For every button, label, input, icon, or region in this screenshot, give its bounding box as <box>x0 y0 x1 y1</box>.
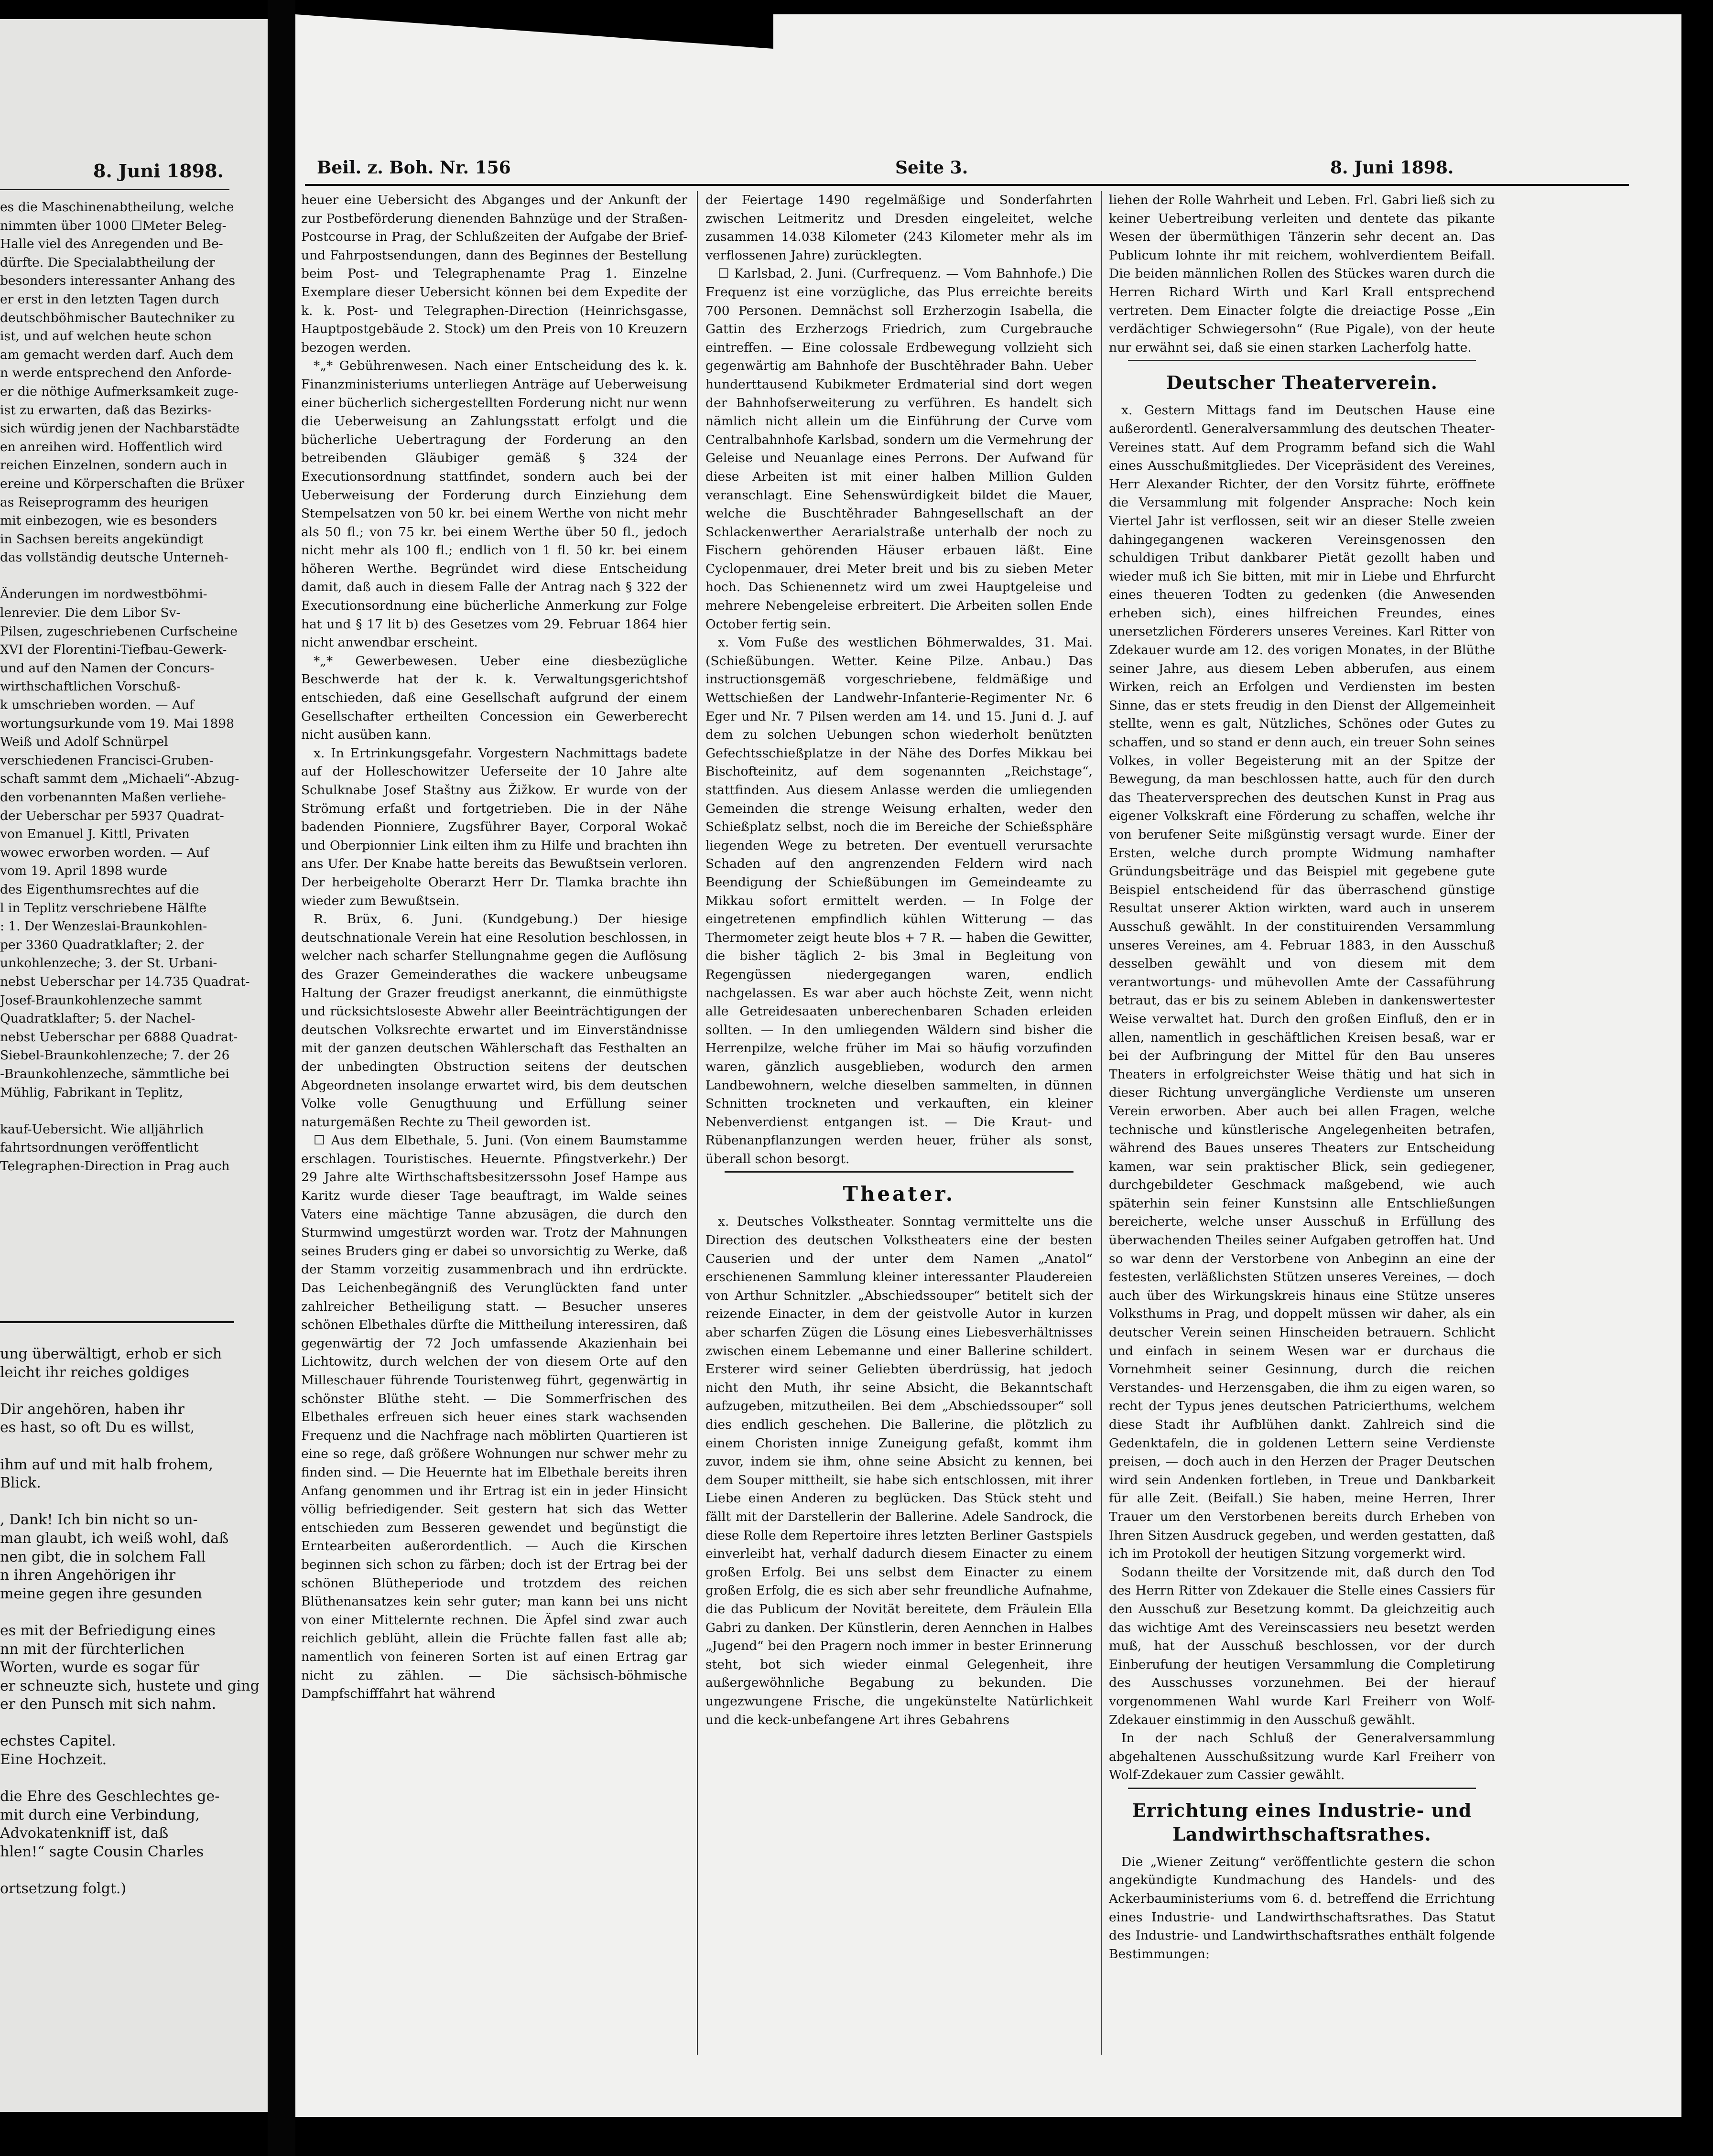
left-page-line: meine gegen ihre gesunden <box>0 1585 203 1602</box>
left-page-line: ortsetzung folgt.) <box>0 1880 127 1897</box>
left-page-line: unkohlenzeche; 3. der St. Urbani- <box>0 956 217 971</box>
industrierath-section-rule <box>1128 1788 1476 1789</box>
article-boehmerwald: x. Vom Fuße des westlichen Böhmerwaldes, 31. Mai. (Schießübungen. Wetter. Keine Pilze. Anbau.) Das instructionsgemäß vorgeschriebene, feldmäßige und Wettschießen der Landwehr-Infanterie-Regimenter Nr. 6 Eger und Nr. 7 Pilsen werden am 14. und 15. Juni d. J. auf dem zu solchen Uebungen schon wiederholt benützten Gefechtsschießplatze in der Nähe des Dorfes Mikkau bei Bischofteinitz, auf dem sogenannten „Reichstage“, stattfinden. Aus diesem Anlasse werden die umliegenden Gemeinden die strenge Weisung erhalten, weder den Schießplatz selbst, noch die im Bereiche der Schießsphäre liegenden Wege zu betreten. Der eventuell verursachte Schaden auf den angrenzenden Feldern wird nach Beendigung der Schießübungen im Gemeindeamte zu Mikkau sofort ermittelt werden. — In Folge der eingetretenen empfindlich kühlen Witterung — das Thermometer zeigt heute blos + 7 R. — haben die Gewitter, die bisher täglich 2- bis 3mal in Begleitung von Regengüssen niedergegangen waren, endlich nachgelassen. Es war aber auch höchste Zeit, wenn nicht alle Getreidesaaten unberechenbaren Schaden erleiden sollten. — In den umliegenden Wäldern sind bisher die Herrenpilze, welche früher im Mai so häufig vorzufinden waren, gänzlich ausgeblieben, wodurch den armen Landbewohnern, welche dieselben sammelten, in dünnen Schnitten trockneten und verkauften, ein kleiner Nebenverdienst entgangen ist. — Die Kraut- und Rübenanpflanzungen werden heuer, früher als sonst, überall schon besorgt. <box>705 635 1093 1166</box>
column-divider-1 <box>697 191 698 2055</box>
left-page-line: besonders interessanter Anhang des <box>0 273 236 289</box>
article-theaterverein-wahl: Sodann theilte der Vorsitzende mit, daß durch den Tod des Herrn Ritter von Zdekauer die Stelle eines Cassiers für den Ausschuß zur Besetzung kommt. Da gleichzeitig auch das wichtige Amt des Vereinscassiers neu besetzt werden muß, hat der Ausschuß beschlossen, vor der durch Einberufung der heutigen Versammlung die Completirung des Ausschusses vorzunehmen. Bei der hierauf vorgenommenen Wahl wurde Karl Freiherr von Wolf-Zdekauer einstimmig in den Ausschuß gewählt. <box>1109 1564 1495 1727</box>
left-page-line: echstes Capitel. <box>0 1733 116 1750</box>
left-page-line: wowec erworben worden. — Auf <box>0 845 209 860</box>
article-post-uebersicht: heuer eine Uebersicht des Abganges und der Ankunft der zur Postbeförderung dienenden Bahnzüge und der Straßen-Postcourse in Prag, der Schlußzeiten der Aufgabe der Brief- und Fahrpostsendungen, dann des Beginnes der Bestellung beim Post- und Telegraphenamte Prag 1. Einzelne Exemplare dieser Uebersicht können bei dem Expedite der k. k. Post- und Telegraphen-Direction (Heinrichsgasse, Hauptpostgebäude 2. Stock) um den Preis von 10 Kreuzern bezogen werden. <box>301 193 687 355</box>
left-page-line: vom 19. April 1898 wurde <box>0 863 168 879</box>
left-page-line: Worten, wurde es sogar für <box>0 1659 200 1676</box>
left-page-line: Pilsen, zugeschriebenen Curfscheine <box>0 624 238 639</box>
left-page-line: kauf-Uebersicht. Wie alljährlich <box>0 1121 204 1137</box>
left-page-line: Änderungen im nordwestböhmi- <box>0 587 207 602</box>
left-page-line: ihm auf und mit halb frohem, <box>0 1456 213 1473</box>
left-page-line: fahrtsordnungen veröffentlicht <box>0 1140 199 1155</box>
header-date: 8. Juni 1898. <box>1330 158 1454 178</box>
article-gewerbewesen: *„* Gewerbewesen. Ueber eine diesbezügliche Beschwerde hat der k. k. Verwaltungsgerichtshof entschieden, daß eine Gesellschaft aufgrund der einem Gesellschafter ertheilten Concession ein Gewerberecht nicht ausüben kann. <box>301 653 687 743</box>
left-header-rule <box>0 189 229 190</box>
left-page-line: n ihren Angehörigen ihr <box>0 1567 176 1584</box>
left-page-line: nebst Ueberschar per 14.735 Quadrat- <box>0 974 250 989</box>
left-page-line: l in Teplitz verschriebene Hälfte <box>0 900 207 916</box>
theaterverein-section-rule <box>1128 360 1476 361</box>
left-page-line: Quadratklafter; 5. der Nachel- <box>0 1011 195 1026</box>
left-page-line <box>0 1603 260 1622</box>
header-page-number: Seite 3. <box>895 158 968 178</box>
left-page-line: wortungsurkunde vom 19. Mai 1898 <box>0 716 234 731</box>
theater-section-rule <box>725 1171 1073 1173</box>
left-page-line <box>0 1437 260 1456</box>
left-column-text-bottom <box>0 1345 260 1898</box>
left-page-line: das vollständig deutsche Unterneh- <box>0 550 228 565</box>
article-karlsbad: ☐ Karlsbad, 2. Juni. (Curfrequenz. — Vom Bahnhofe.) Die Frequenz ist eine vorzügliche, das Plus erreichte bereits 700 Personen. Demnächst soll Erzherzogin Isabella, die Gattin des Erzherzogs Friedrich, zum Curgebrauche eintreffen. — Eine colossale Erdbewegung vollzieht sich gegenwärtig am Bahnhofe der Buschtěhrader Bahn. Ueber hunderttausend Kubikmeter Erdmaterial sind dort wegen der Bahnhofserweiterung zu verführen. Es handelt sich nämlich nicht allein um die Einführung der Curve vom Centralbahnhofe Karlsbad, sondern um die Vermehrung der Geleise und Neuanlage eines Perrons. Der Aufwand für diese Arbeiten ist mit einer halben Million Gulden veranschlagt. Eine Sehenswürdigkeit bildet die Mauer, welche die Buschtěhrader Bahngesellschaft an der Schlackenwerther Aerarialstraße unterhalb der noch zu Fischern gehörenden Häuser erbauen läßt. Eine Cyclopenmauer, drei Meter breit und bis zu sieben Meter hoch. Das Schienennetz wird um zwei Hauptgeleise und mehrere Nebengeleise erbreitert. Die Arbeiten sollen Ende October fertig sein. <box>705 266 1093 632</box>
left-page-line: Mühlig, Fabrikant in Teplitz, <box>0 1085 183 1100</box>
left-page-line <box>0 1493 260 1511</box>
left-page-line: k umschrieben worden. — Auf <box>0 698 194 713</box>
left-page-line: er erst in den letzten Tagen durch <box>0 291 219 307</box>
left-page-line: XVI der Florentini-Tiefbau-Gewerk- <box>0 642 227 658</box>
article-gebuehrenwesen: *„* Gebührenwesen. Nach einer Entscheidung des k. k. Finanzministeriums unterliegen Anträge auf Ueberweisung einer bücherlich sichergestellten Forderung nicht nur wenn die Ueberweisung an Zahlungsstatt erfolgt und die bücherliche Uebertragung der Forderung an den betreibenden Gläubiger gemäß § 324 der Executionsordnung stattfindet, sondern auch bei der Ueberweisung der Forderung durch Einziehung dem Stempelsatzen von 50 kr. bei einem Werthe von nicht mehr als 50 fl.; von 75 kr. bei einem Werthe über 50 fl., jedoch nicht mehr als 100 fl.; endlich von 1 fl. 50 kr. bei einem höheren Werthe. Begründet wird diese Entscheidung damit, daß auch in diesem Falle der Antrag nach § 322 der Executionsordnung eine bücherliche Anmerkung zur Folge hat und § 17 lit b) des Gesetzes vom 29. Februar 1864 hier nicht anwendbar erscheint. <box>301 358 687 650</box>
left-page <box>0 19 268 2112</box>
article-theaterverein: x. Gestern Mittags fand im Deutschen Hause eine außerordentl. Generalversammlung des deutschen Theater-Vereines statt. Auf dem Programm befand sich die Wahl eines Ausschußmitgliedes. Der Vicepräsident des Vereines, Herr Alexander Richter, der den Vorsitz führte, eröffnete die Versammlung mit folgender Ansprache: Noch kein Viertel Jahr ist verflossen, seit wir an dieser Stelle zweien dahingegangenen wackeren Vereinsgenossen den schuldigen Tribut dankbarer Pietät gezollt haben und wieder muß ich Sie bitten, mit mir in Liebe und Ehrfurcht eines theueren Todten zu gedenken (die Anwesenden erheben sich), eines hilfreichen Freundes, eines unersetzlichen Förderers unseres Vereines. Karl Ritter von Zdekauer wurde am 12. des vorigen Monates, in der Blüthe seiner Jahre, aus diesem Leben abberufen, aus einem Wirken, reich an Erfolgen und Verdiensten im besten Sinne, das er stets freudig in den Dienst der Allgemeinheit stellte, wenn es galt, Nützliches, Schönes oder Gutes zu schaffen, und so stand er denn auch, ein treuer Sohn seines Volkes, in voller Begeisterung mit an der Spitze der Bewegung, da man beschlossen hatte, auch für den durch das Theaterversprechen des deutschen Kunst in Prag aus eigener Volkskraft eine Förderung zu schaffen, welche ihr von berufener Seite mißgünstig versagt wurde. Einer der Ersten, welche durch prompte Widmung namhafter Gründungsbeiträge und das Beispiel mit gegebene gute Beispiel entscheidend für das überraschend günstige Resultat unserer Aktion wirkten, ward auch in unserem Ausschuß gewählt. In der constituirenden Versammlung unseres Vereines, am 4. Februar 1883, in den Ausschuß desselben gewählt und von diesem mit dem verantwortungs- und mühevollen Amte der Cassaführung betraut, das er bis zu seinem Ableben in dankenswertester Weise verwaltet hat. Durch den großen Einfluß, den er in allen, namentlich in geschäftlichen Kreisen besaß, war er bei der Aufbringung der Mittel für den Bau unseres Theaters in erfolgreichster Weise thätig und hat sich in dieser Richtung unvergängliche Verdienste um unseren Verein erworben. Aber auch bei allen Fragen, welche technische und künstlerische Angelegenheiten betrafen, während des Baues unseres Theaters zur Entscheidung kamen, war sein praktischer Blick, sein gediegener, durchgebildeter Geschmack maßgebend, wie auch späterhin sein feiner Kunstsinn alle Entschließungen bereicherte, welche unser Ausschuß in Erfüllung des überwachenden Theiles seiner Aufgaben getroffen hat. Und so war denn der Verstorbene von Anbeginn an eine der festesten, verläßlichsten Stützen unseres Vereines, — doch auch über des Wirkungskreis hinaus eine Stütze unseres Volksthums in Prag, und doppelt müssen wir daher, als ein deutscher Verein seinen Hinscheiden betrauern. Schlicht und einfach in seinem Wesen war er durchaus die Vornehmheit seiner Gesinnung, durch die reichen Verstandes- und Herzensgaben, die ihm zu eigen waren, so recht der Typus jenes deutschen Patricierthums, welchem diese Stadt ihr Aufblühen dankt. Zahlreich sind die Gedenktafeln, die in goldenen Lettern seine Verdienste preisen, — doch auch in den Herzen der Prager Deutschen wird sein Andenken fortleben, in Treue und Dankbarkeit für alle Zeit. (Beifall.) Sie haben, meine Herren, Ihrer Trauer um den Verstorbenen bereits durch Erheben von Ihren Sitzen Ausdruck gegeben, und werden gestatten, daß ich im Protokoll der heutigen Sitzung vorgemerkt wird. <box>1109 403 1495 1562</box>
right-page <box>295 14 1681 2117</box>
left-page-line: verschiedenen Francisci-Gruben- <box>0 753 214 768</box>
header-rule <box>305 184 1629 186</box>
left-page-line: es hast, so oft Du es willst, <box>0 1419 195 1436</box>
left-page-line: er schneuzte sich, hustete und ging <box>0 1677 260 1694</box>
left-page-line: Eine Hochzeit. <box>0 1751 107 1768</box>
left-page-line <box>0 1714 260 1733</box>
left-page-line: n werde entsprechend den Anforde- <box>0 366 232 381</box>
left-page-line: dürfte. Die Specialabtheilung der <box>0 255 215 270</box>
left-page-line: sich würdig jenen der Nachbarstädte <box>0 421 240 436</box>
left-page-line: Advokatenkniff ist, daß <box>0 1825 169 1842</box>
left-page-line: ist, und auf welchen heute schon <box>0 329 212 344</box>
left-page-line: wirthschaftlichen Vorschuß- <box>0 679 181 694</box>
left-page-line: die Ehre des Geschlechtes ge- <box>0 1788 220 1805</box>
left-page-line: nn mit der fürchterlichen <box>0 1640 185 1658</box>
left-page-line: den vorbenannten Maßen verliehe- <box>0 790 226 805</box>
left-page-line <box>0 1862 260 1880</box>
left-page-line: in Sachsen bereits angekündigt <box>0 531 204 547</box>
left-page-line: man glaubt, ich weiß wohl, daß <box>0 1530 229 1547</box>
column-1 <box>301 191 687 1703</box>
left-page-line: : 1. Der Wenzeslai-Braunkohlen- <box>0 919 207 934</box>
article-ertrinkungsgefahr: x. In Ertrinkungsgefahr. Vorgestern Nachmittags badete auf der Holleschowitzer Ueferseite der 10 Jahre alte Schulknabe Josef Staštny aus Žižkow. Er wurde von der Strömung erfaßt und fortgetrieben. Die in der Nähe badenden Pionniere, Zugsführer Bayer, Corporal Wokač und Oberpionnier Link eilten ihm zu Hilfe und brachten ihn ans Ufer. Der Knabe hatte bereits das Bewußtsein verloren. Der herbeigeholte Oberarzt Herr Dr. Tlamka brachte ihn wieder zum Bewußtsein. <box>301 745 687 908</box>
left-page-line: lenrevier. Die dem Libor Sv- <box>0 605 181 621</box>
left-page-line: Dir angehören, haben ihr <box>0 1401 184 1418</box>
left-page-line: mit durch eine Verbindung, <box>0 1806 200 1823</box>
article-bruex: R. Brüx, 6. Juni. (Kundgebung.) Der hiesige deutschnationale Verein hat eine Resolution beschlossen, in welcher nach scharfer Stellungnahme gegen die Auflösung des Grazer Gemeinderathes die wackere unbeugsame Haltung der Grazer freudigst anerkannt, die einmüthigste und rücksichtsloseste Abwehr aller Beeinträchtigungen der deutschen Volksrechte erwartet und im Einverständnisse mit der ganzen deutschen Wählerschaft das Festhalten an der unbedingten Obstruction seitens der deutschen Abgeordneten insolange erwartet wird, bis dem deutschen Volke volle Genugthuung und Erfüllung seiner naturgemäßen Rechte zu Theil geworden ist. <box>301 912 687 1130</box>
header-paper-issue: Beil. z. Boh. Nr. 156 <box>317 158 511 178</box>
page-fold-corner <box>295 14 773 49</box>
left-page-line: reichen Einzelnen, sondern auch in <box>0 458 228 473</box>
left-page-line: schaft sammt dem „Michaeli“-Abzug- <box>0 771 239 787</box>
left-page-line: Siebel-Braunkohlenzeche; 7. der 26 <box>0 1048 230 1063</box>
article-volkstheater: x. Deutsches Volkstheater. Sonntag vermittelte uns die Direction des deutschen Volkstheaters eine der besten Causerien und der unter dem Namen „Anatol“ erschienenen Sammlung kleiner interessanter Plaudereien von Arthur Schnitzler. „Abschiedssouper“ betitelt sich der reizende Einacter, in dem der geistvolle Autor in kurzen aber scharfen Zügen die Lösung eines Liebesverhältnisses zwischen einem Lebemanne und einer Ballerine schildert. Ersterer wird seiner Geliebten überdrüssig, hat jedoch nicht den Muth, ihr seine Absicht, die Bekanntschaft aufzugeben, mitzutheilen. Bei dem „Abschiedssouper“ soll dies endlich geschehen. Die Ballerine, die plötzlich zu einem Choristen innige Zuneigung gefaßt, kommt ihm zuvor, indem sie ihm, ohne seine Absicht zu kennen, bei dem Souper mittheilt, sie habe sich entschlossen, mit ihrer Liebe einen Anderen zu beglücken. Das Stück steht und fällt mit der Darstellerin der Ballerine. Adele Sandrock, die diese Rolle dem Repertoire ihres letzten Berliner Gastspiels einverleibt hat, verhalf dadurch diesem Einacter zu einem großen Erfolg. Bei uns selbst dem Einacter zu einem großen Erfolg, die es sich aber sehr freundliche Aufnahme, die das Publicum der Novität bereitete, dem Fräulein Ella Gabri zu danken. Der Künstlerin, deren Aennchen in Halbes „Jugend“ bei den Pragern noch immer in bester Erinnerung steht, bot sich wieder einmal Gelegenheit, ihre außergewöhnliche Begabung zu bekunden. Die ungezwungene Frische, die ungekünstelte Natürlichkeit und die keck-unbefangene Art ihres Gebahrens <box>705 1214 1093 1727</box>
article-elbethal-continued: der Feiertage 1490 regelmäßige und Sonderfahrten zwischen Leitmeritz und Dresden eingeleitet, welche zusammen 14.038 Kilometer (243 Kilometer mehr als im verflossenen Jahre) zurücklegten. <box>705 193 1093 263</box>
left-page-line: Halle viel des Anregenden und Be- <box>0 237 223 252</box>
column-divider-2 <box>1101 191 1102 2055</box>
left-page-line: ereine und Körperschaften die Brüxer <box>0 476 245 491</box>
left-page-line: es die Maschinenabtheilung, welche <box>0 200 234 215</box>
left-page-line: -Braunkohlenzeche, sämmtliche bei <box>0 1066 229 1081</box>
left-section-rule <box>0 1321 234 1323</box>
left-page-line: er den Punsch mit sich nahm. <box>0 1696 217 1713</box>
column-3 <box>1109 191 1495 1963</box>
article-theaterverein-cassier: In der nach Schluß der Generalversammlung abgehaltenen Ausschußsitzung wurde Karl Freiherr von Wolf-Zdekauer zum Cassier gewählt. <box>1109 1731 1495 1783</box>
left-page-line <box>0 567 250 586</box>
article-industrierath: Die „Wiener Zeitung“ veröffentlichte gestern die schon angekündigte Kundmachung des Handels- und des Ackerbauministeriums vom 6. d. betreffend die Errichtung eines Industrie- und Landwirthschaftsrathes. Das Statut des Industrie- und Landwirthschaftsrathes enthält folgende Bestimmungen: <box>1109 1854 1495 1962</box>
left-page-line: nen gibt, die in solchem Fall <box>0 1548 206 1565</box>
left-page-line: , Dank! Ich bin nicht so un- <box>0 1511 198 1529</box>
left-page-line: von Emanuel J. Kittl, Privaten <box>0 827 190 842</box>
section-heading-theaterverein: Deutscher Theaterverein. <box>1166 372 1438 394</box>
left-page-line: Telegraphen-Direction in Prag auch <box>0 1158 230 1174</box>
left-page-line: as Reiseprogramm des heurigen <box>0 495 209 510</box>
left-page-line: und auf den Namen der Concurs- <box>0 660 215 676</box>
left-page-date: 8. Juni 1898. <box>93 160 224 182</box>
page-gutter <box>268 0 295 2156</box>
section-heading-industrierath: Errichtung eines Industrie- und Landwirthschaftsrathes. <box>1132 1799 1472 1845</box>
left-page-line: leicht ihr reiches goldiges <box>0 1364 189 1381</box>
left-page-line: ung überwältigt, erhob er sich <box>0 1346 222 1362</box>
left-page-line <box>0 1102 250 1121</box>
left-page-line: per 3360 Quadratklafter; 2. der <box>0 937 204 952</box>
section-heading-theater: Theater. <box>843 1182 955 1206</box>
left-page-line: Blick. <box>0 1475 41 1492</box>
left-page-line: nebst Ueberschar per 6888 Quadrat- <box>0 1029 238 1045</box>
left-page-line: der Ueberschar per 5937 Quadrat- <box>0 808 224 823</box>
left-page-line: Josef-Braunkohlenzeche sammt <box>0 992 202 1008</box>
left-page-line: Weiß und Adolf Schnürpel <box>0 734 168 750</box>
left-page-line: mit einbezogen, wie es besonders <box>0 513 217 528</box>
left-page-line: hlen!“ sagte Cousin Charles <box>0 1843 204 1861</box>
left-page-line: er die nöthige Aufmerksamkeit zuge- <box>0 384 239 399</box>
left-column-text-top <box>0 198 250 1175</box>
left-page-line: deutschböhmischer Bautechniker zu <box>0 310 235 325</box>
left-page-line <box>0 1769 260 1788</box>
article-elbethal: ☐ Aus dem Elbethale, 5. Juni. (Von einem Baumstamme erschlagen. Touristisches. Heuernte. Pfingstverkehr.) Der 29 Jahre alte Wirthschaftsbesitzerssohn Josef Hampe aus Karitz wurde dieser Tage beauftragt, im Walde seines Vaters eine mächtige Tanne abzusägen, die durch den Sturmwind umgestürzt worden war. Trotz der Mahnungen seines Bruders ging er dabei so unvorsichtig zu Werke, daß der Stamm vorzeitig zusammenbrach und ihn erdrückte. Das Leichenbegängniß des Verunglückten fand unter zahlreicher Betheiligung statt. — Besucher unseres schönen Elbethales dürfte die Mittheilung interessiren, daß gegenwärtig der 72 Joch umfassende Akazienhain bei Lichtowitz, durch welchen der von diesem Orte auf den Milleschauer führende Touristenweg führt, gegenwärtig in schönster Blüthe steht. — Die Sommerfrischen des Elbethales erfreuen sich heuer eines stark wachsenden Frequenz und die Nachfrage nach möblirten Quartieren ist eine so rege, daß größere Wohnungen nur schwer mehr zu finden sind. — Die Heuernte hat im Elbethale bereits ihren Anfang genommen und ihr Ertrag ist ein in jeder Hinsicht völlig befriedigender. Seit gestern hat sich das Wetter entschieden zum Besseren gewendet und begünstigt die Erntearbeiten außerordentlich. — Auch die Kirschen beginnen sich schon zu färben; doch ist der Ertrag bei der schönen Blütheperiode und trotzdem des reichen Blüthenansatzes kein sehr guter; man kann bei uns nicht von einer Mittelernte rechnen. Die Äpfel sind zwar auch reichlich geblüht, allein die Früchte fallen fast alle ab; namentlich von feineren Sorten ist auf einen Ertrag gar nicht zu zählen. — Die sächsisch-böhmische Dampfschifffahrt hat während <box>301 1133 687 1702</box>
left-page-line: en anreihen wird. Hoffentlich wird <box>0 439 223 454</box>
left-page-line: am gemacht werden darf. Auch dem <box>0 347 234 362</box>
left-page-line <box>0 1382 260 1401</box>
article-volkstheater-continued: liehen der Rolle Wahrheit und Leben. Frl. Gabri ließ sich zu keiner Uebertreibung verleiten und dentete das pikante Wesen der übermüthigen Tänzerin sehr decent an. Das Publicum lohnte ihr mit reichem, wohlverdientem Beifall. Die beiden männlichen Rollen des Stückes waren durch die Herren Richard Wirth und Karl Krall entsprechend vertreten. Dem Einacter folgte die dreiactige Posse „Ein verdächtiger Schwiegersohn“ (Rue Pigale), von der heute nur erwähnt sei, daß sie einen starken Lacherfolg hatte. <box>1109 193 1495 355</box>
left-page-line: ist zu erwarten, daß das Bezirks- <box>0 402 212 418</box>
left-page-line: des Eigenthumsrechtes auf die <box>0 882 199 897</box>
left-page-line: es mit der Befriedigung eines <box>0 1622 216 1639</box>
left-page-line: nimmten über 1000 ☐Meter Beleg- <box>0 218 227 233</box>
column-2 <box>705 191 1093 1729</box>
